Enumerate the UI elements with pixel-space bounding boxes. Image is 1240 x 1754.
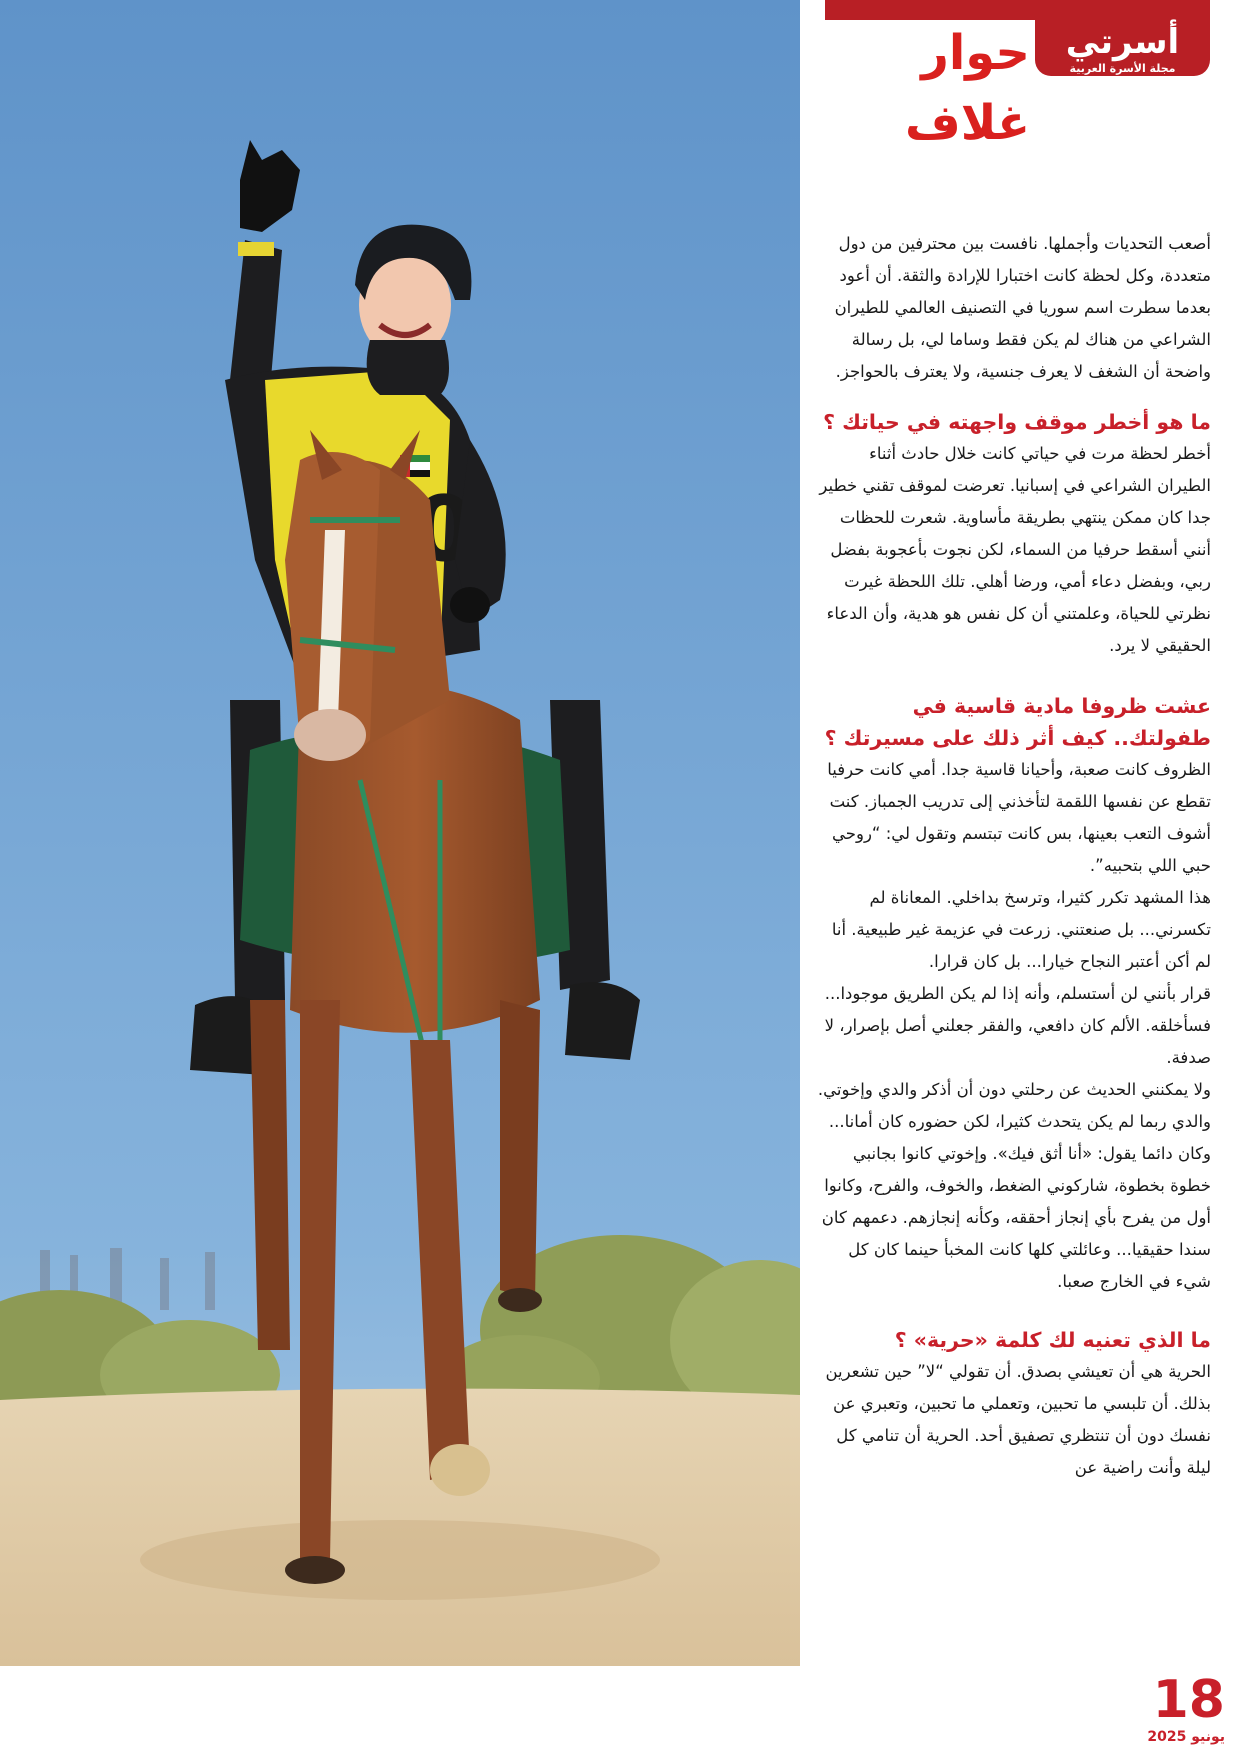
- magazine-logo: [1035, 20, 1210, 76]
- page-number: 18: [1152, 1670, 1225, 1730]
- magazine-tagline: مجلة الأسرة العربية: [1069, 62, 1176, 75]
- question-3: ما الذي تعنيه لك كلمة «حرية» ؟: [894, 1328, 1211, 1352]
- answer-1: أخطر لحظة مرت في حياتي كانت خلال حادث أثناء الطيران الشراعي في إسبانيا. تعرضت لموقف تقني خطير جدا كان ممكن ينتهي بطريقة مأساوية. شعرت للحظات أنني أسقط حرفيا من السماء، لكن نجوت بأعجوبة بفضل ربي، وبفضل دعاء أمي، ورضا أهلي. تلك اللحظة غيرت نظرتي للحياة، وعلمتني أن كل نفس هو هدية، وأن الدعاء الحقيقي لا يرد.: [819, 444, 1211, 655]
- answer-2-paragraph-4: ولا يمكنني الحديث عن رحلتي دون أن أذكر والدي وإخوتي. والدي ربما لم يكن يتحدث كثيرا، لكن حضوره كان أمانا... وكان دائما يقول: «أنا أثق فيك». وإخوتي كانوا بجانبي خطوة بخطوة، شاركوني الضغط، والخوف، والفرح، وكانوا أول من يفرح بأي إنجاز أحققه، وكأنه إنجازهم. دعمهم كان سندا حقيقيا... وعائلتي كلها كانت المخبأ حينما كان كل شيء في الخارج صعبا.: [817, 1080, 1211, 1291]
- article-body: [816, 228, 1211, 1484]
- section-title: حوار غلاف: [905, 25, 1030, 151]
- answer-2-paragraph-2: هذا المشهد تكرر كثيرا، وترسخ بداخلي. المعاناة لم تكسرني... بل صنعتني. زرعت في عزيمة غير طبيعية. أنا لم أكن أعتبر النجاح خيارا... بل كان قرارا.: [831, 888, 1211, 971]
- header-bar: [825, 0, 1210, 20]
- question-1: ما هو أخطر موقف واجهته في حياتك ؟: [823, 410, 1211, 434]
- answer-2-paragraph-3: قرار بأنني لن أستسلم، وأنه إذا لم يكن الطريق موجودا... فسأخلقه. الألم كان دافعي، والفقر جعلني أصل بإصرار، لا صدفة.: [824, 984, 1211, 1067]
- issue-date: يونيو 2025: [1147, 1729, 1225, 1745]
- answer-2-paragraph-1: الظروف كانت صعبة، وأحيانا قاسية جدا. أمي كانت حرفيا تقطع عن نفسها اللقمة لتأخذني إلى تدريب الجمباز. كنت أشوف التعب بعينها، بس كانت تبتسم وتقول لي: “روحي حبي اللي بتحبيه”.: [827, 760, 1211, 875]
- answer-3: الحرية هي أن تعيشي بصدق. أن تقولي “لا” حين تشعرين بذلك. أن تلبسي ما تحبين، وتعملي ما تحبين، وتعبري عن نفسك دون أن تنتظري تصفيق أحد. الحرية أن تنامي كل ليلة وأنت راضية عن: [825, 1362, 1211, 1477]
- magazine-name: أسرتي: [1065, 22, 1180, 62]
- intro-paragraph: أصعب التحديات وأجملها. نافست بين محترفين من دول متعددة، وكل لحظة كانت اختبارا للإرادة والثقة. أن أعود بعدما سطرت اسم سوريا في التصنيف العالمي للطيران الشراعي من هناك لم يكن فقط وساما لي، بل رسالة واضحة أن الشغف لا يعرف جنسية، ولا يعترف بالحواجز.: [834, 234, 1211, 381]
- question-2: عشت ظروفا مادية قاسية في طفولتك.. كيف أثر ذلك على مسيرتك ؟: [824, 694, 1211, 750]
